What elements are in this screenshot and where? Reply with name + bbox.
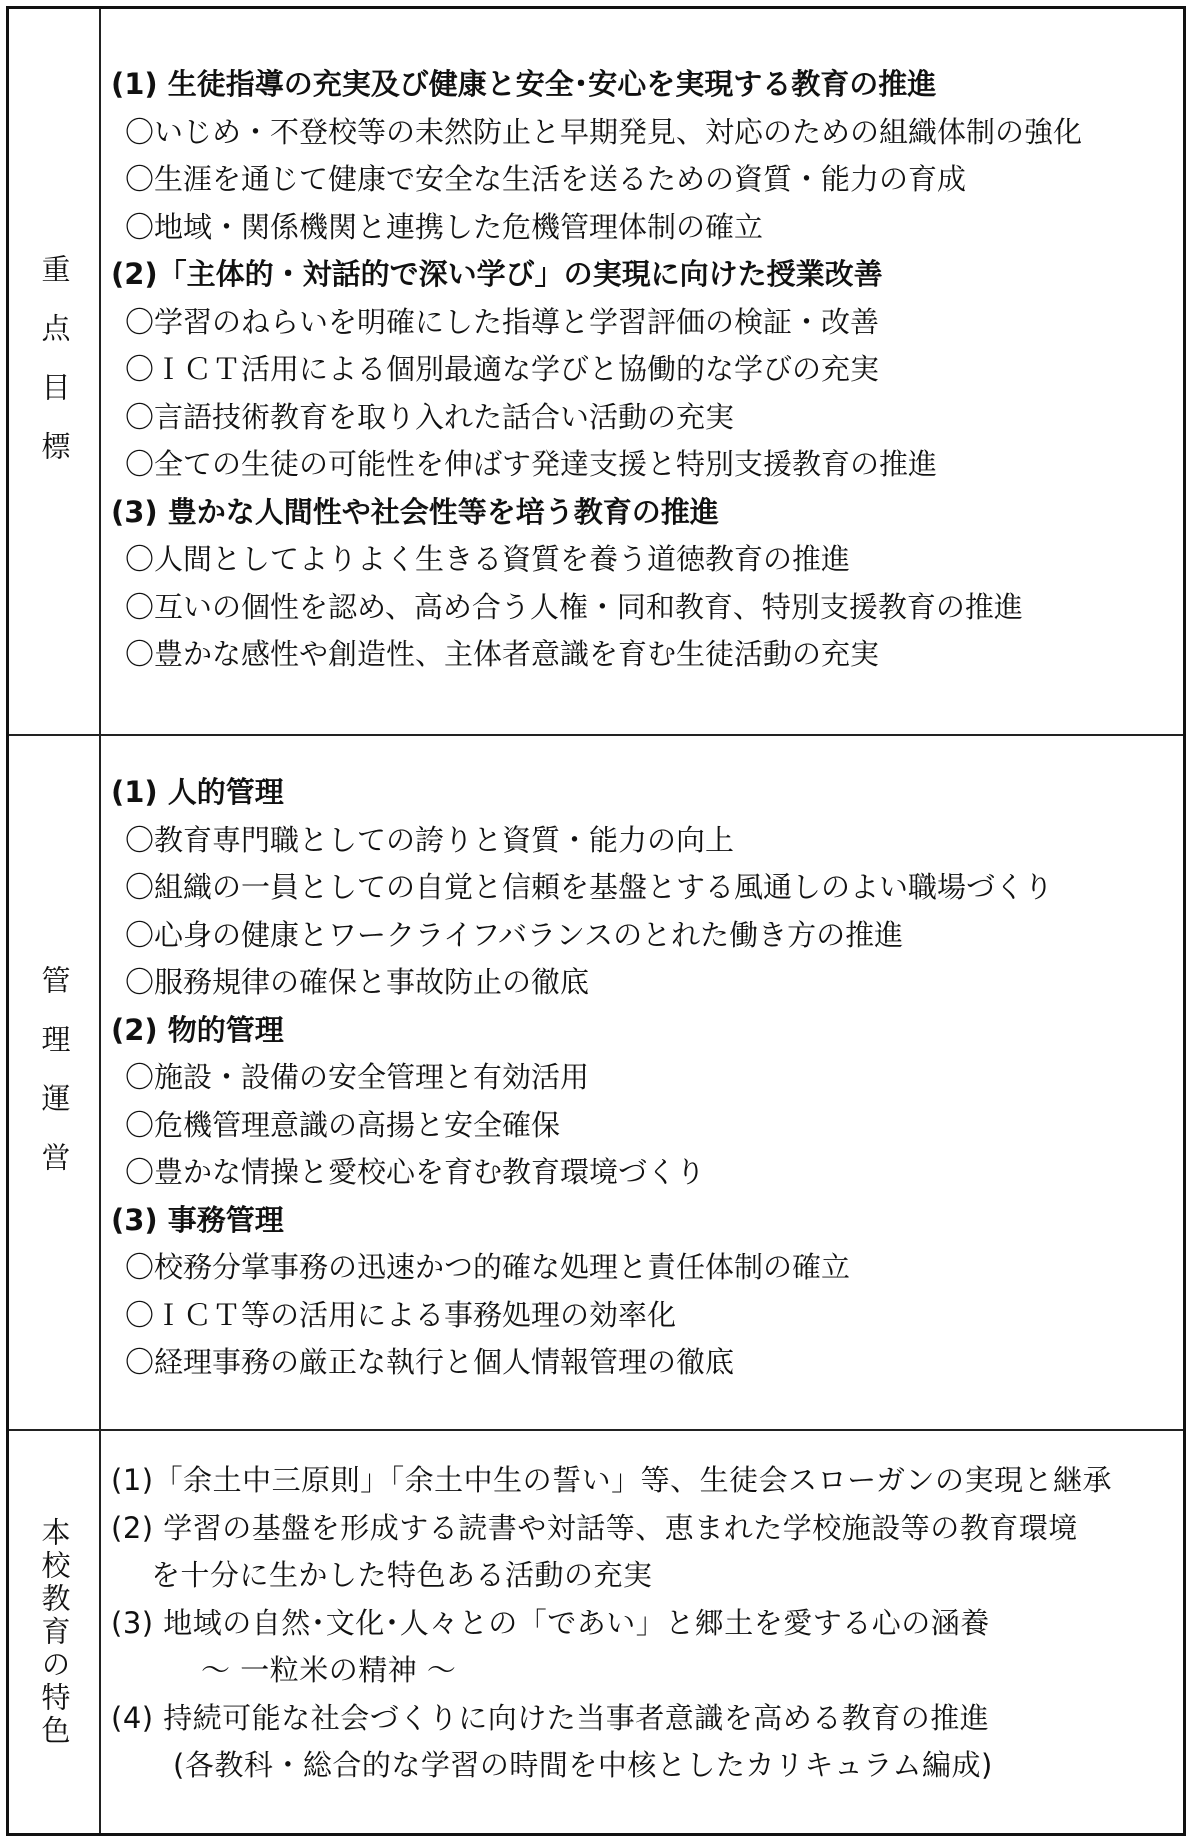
feature-item-sub: (各教科・総合的な学習の時間を中核としたカリキュラム編成) bbox=[173, 1748, 993, 1782]
management-item: 〇心身の健康とワークライフバランスのとれた働き方の推進 bbox=[125, 917, 904, 952]
management-item: 〇組織の一員としての自覚と信頼を基盤とする風通しのよい職場づくり bbox=[125, 870, 1054, 904]
feature-item: (4) 持続可能な社会づくりに向けた当事者意識を高める教育の推進 bbox=[111, 1700, 990, 1735]
goal-item: 〇学習のねらいを明確にした指導と学習評価の検証・改善 bbox=[125, 304, 880, 339]
management-item: 〇服務規律の確保と事故防止の徹底 bbox=[125, 965, 590, 999]
section-management bbox=[9, 734, 1183, 1429]
management-item: 〇経理事務の厳正な執行と個人情報管理の徹底 bbox=[125, 1345, 735, 1379]
feature-item-continued: を十分に生かした特色ある活動の充実 bbox=[151, 1558, 653, 1592]
goal-item: 〇言語技術教育を取り入れた話合い活動の充実 bbox=[125, 399, 735, 434]
policy-table bbox=[6, 6, 1186, 1836]
section-label-cell bbox=[9, 9, 99, 734]
management-heading-1: (1) 人的管理 bbox=[111, 775, 284, 809]
section-label: 重点目標 bbox=[37, 253, 72, 490]
goal-heading-2: (2)「主体的・対話的で深い学び」の実現に向けた授業改善 bbox=[111, 257, 883, 291]
section-content bbox=[101, 736, 1183, 1429]
goal-item: 〇ＩＣＴ活用による個別最適な学びと協働的な学びの充実 bbox=[125, 352, 880, 386]
section-content bbox=[101, 9, 1183, 734]
feature-item: (2) 学習の基盤を形成する読書や対話等、恵まれた学校施設等の教育環境 bbox=[111, 1510, 1078, 1545]
section-label: 管理運営 bbox=[37, 964, 72, 1201]
management-item: 〇豊かな情操と愛校心を育む教育環境づくり bbox=[125, 1155, 706, 1189]
management-item: 〇危機管理意識の高揚と安全確保 bbox=[125, 1107, 561, 1142]
management-heading-3: (3) 事務管理 bbox=[111, 1202, 284, 1237]
goal-heading-3: (3) 豊かな人間性や社会性等を培う教育の推進 bbox=[111, 494, 719, 529]
management-item: 〇施設・設備の安全管理と有効活用 bbox=[125, 1060, 590, 1094]
goal-item: 〇全ての生徒の可能性を伸ばす発達支援と特別支援教育の推進 bbox=[125, 447, 938, 481]
feature-item: (3) 地域の自然･文化･人々との「であい」と郷土を愛する心の涵養 bbox=[111, 1605, 990, 1640]
goal-item: 〇地域・関係機関と連携した危機管理体制の確立 bbox=[125, 209, 764, 244]
goal-item: 〇いじめ・不登校等の未然防止と早期発見、対応のための組織体制の強化 bbox=[125, 114, 1083, 149]
section-priority-goals bbox=[9, 9, 1183, 734]
goal-heading-1: (1) 生徒指導の充実及び健康と安全･安心を実現する教育の推進 bbox=[111, 67, 937, 101]
feature-item: (1)「余土中三原則」「余土中生の誓い」等、生徒会スローガンの実現と継承 bbox=[111, 1463, 1113, 1497]
goal-item: 〇豊かな感性や創造性、主体者意識を育む生徒活動の充実 bbox=[125, 637, 880, 671]
section-content bbox=[101, 1431, 1183, 1833]
management-item: 〇教育専門職としての誇りと資質・能力の向上 bbox=[125, 822, 735, 857]
section-label-cell bbox=[9, 1431, 99, 1833]
management-heading-2: (2) 物的管理 bbox=[111, 1012, 284, 1047]
feature-item-sub: ～ 一粒米の精神 ～ bbox=[201, 1653, 457, 1687]
section-label: 本校教育の特色 bbox=[37, 1516, 72, 1748]
section-school-features bbox=[9, 1429, 1183, 1833]
goal-item: 〇生涯を通じて健康で安全な生活を送るための資質・能力の育成 bbox=[125, 162, 967, 196]
management-item: 〇ＩＣＴ等の活用による事務処理の効率化 bbox=[125, 1297, 677, 1332]
goal-item: 〇互いの個性を認め、高め合う人権・同和教育、特別支援教育の推進 bbox=[125, 589, 1023, 624]
section-label-cell bbox=[9, 736, 99, 1429]
management-item: 〇校務分掌事務の迅速かつ的確な処理と責任体制の確立 bbox=[125, 1250, 851, 1284]
goal-item: 〇人間としてよりよく生きる資質を養う道徳教育の推進 bbox=[125, 542, 851, 576]
